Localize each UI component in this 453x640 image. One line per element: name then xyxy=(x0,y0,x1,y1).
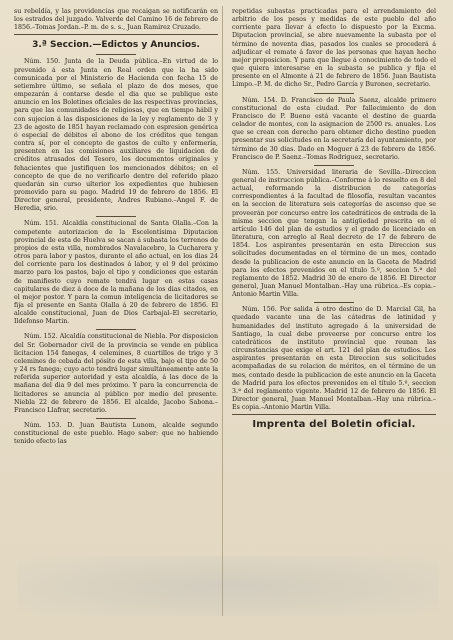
column-divider xyxy=(222,6,223,616)
left-column xyxy=(14,8,218,449)
notice-154: Núm. 154. D. Francisco de Paula Saenz, alcalde primero constitucional de esta ciudad. Por fallecimiento de don Francisco de P. Bueno está vacante el destino de guarda celador de montes, con la asignacion de 2500 rs. anuales. Los que se crean con derecho para obtener dicho destino pueden presentar sus solicitudes en la secretaría del ayuntamiento, por término de 30 dias. Dado en Moguer á 23 de febrero de 1856. Francisco de P. Saenz.–Tomas Rodriguez, secretario. xyxy=(232,96,437,161)
section-rule xyxy=(14,34,218,35)
notice-155: Núm. 155. Universidad literaria de Sevilla.–Direccion general de instruccion pública.–Conforme á lo resuelto en 8 del actual, reformando la distribucion de categorías correspondientes á la facultad de filosofía, resultan vacantes en la seccion de literatura seis categorías de ascenso que se proveerán por concurso entre los catedráticos de entrada de la misma seccion que tengan la antigüedad prescrita en el artículo 146 del plan de estudios y el grado de licenciado en literatura, con arreglo al Real decreto de 17 de febrero de 1854. Los aspirantes presentarán en esta Direccion sus solicitudes documentadas en el término de un mes, contado desde la publicacion de este anuncio en la Gaceta de Madrid para los efectos prevenidos en el título 5.º, seccion 5.ª del reglamento de 1852. Madrid 30 de enero de 1856. El Director general, Juan Manuel Montalban.–Hay una rúbrica.–Es copia.–Antonio Martin Villa. xyxy=(232,168,436,299)
notice-divider xyxy=(96,216,136,217)
imprint-line: Imprenta del Boletin oficial. xyxy=(252,419,416,431)
notice-divider xyxy=(314,302,354,303)
notice-divider xyxy=(96,329,136,330)
notice-divider xyxy=(314,165,354,166)
notice-150: Núm. 150. Junta de la Deuda pública.–En virtud de lo prevenido á esta Junta en Real orden que la ha sido comunicada por el Ministerio de Hacienda con fecha 15 de setiembre último, se señala el plazo de dos meses, que empezarán á contarse desde el dia que se publique este anuncio en los Boletines oficiales de las respectivas provincias, para que las comunidades de religiosas, que en tiempo hábil y con sujecion á las disposiciones de la ley y reglamento de 3 y 23 de agosto de 1851 hayan reclamado con espresion genérica ó especial de débitos el abono de los créditos que tengan contra sí, por el concepto de gastos de culto y enfermería, presenten en las comisiones auxiliares de liquidacion de créditos atrasados del Tesoro, los documentos originales y fehacientes que justifiquen los mencionados débitos; en el concepto de que de no verificarlo dentro del referido plazo quedarán sin curso ulterior los expedientes que hubiesen promovido para su pago. Madrid 19 de febrero de 1856. El Director general, presidente, Andres Rubiano.–Angel F. de Heredia, srio. xyxy=(14,58,218,213)
intro-paragraph: su rebeldía, y las providencias que recaigan se notificarán en los estrados del juzgado. Valverde del Camino 16 de febrero de 1856.–Tomas Jordan.–P. m. de s. s., Juan Ramirez Cruzado. xyxy=(14,8,218,32)
notice-151: Núm. 151. Alcaldía constitucional de Santa Olalla.–Con la competente autorizacion de la Escelentísima Diputacion provincial de esta de Huelva se sacan á subasta los terrenos de propios de esta villa, nombrados Navalacebro, la Cucharera y otros para labor y pastos, durante el año actual, en los dias 24 del corriente para los destinados á labor, y el 9 del próximo marzo para los pastos, bajo el tipo y condiciones que estarán de manifiesto cuyo remate tendrá lugar en estas casas capitulares de diez á doce de la mañana de los dias citados, en el mejor postor. Y para la comun inteligencia de licitadores se fija el presente en Santa Olalla á 20 de febrero de 1856. El alcalde constitucional, Juan de Dios Carbajal–El secretario, Ildefonso Martin. xyxy=(14,220,218,326)
notice-divider xyxy=(314,93,354,94)
right-column xyxy=(232,8,436,430)
notice-152: Núm. 152. Alcaldía constitucional de Niebla. Por disposicion del Sr. Gobernador civil de la provincia se vende en pública licitacion 154 fanegas, 4 celemines, 8 cuartillos de trigo y 3 celemines de cebada del pósito de esta villa, bajo el tipo de 50 y 24 rs fanega; cuyo acto tendrá lugar simultáneamente ante la referida superior autoridad y esta alcaldía, á las doce de la mañana del dia 9 del mes próximo. Y para la concurrencia de licitadores se anuncia al público por medio del presente. Niebla 22 de febrero de 1856. El alcalde, Jacobo Sabona.–Francisco Llafrar, secretario. xyxy=(14,333,218,414)
notice-divider xyxy=(96,418,136,419)
notice-156: Núm. 156. Por salida á otro destino de D. Marcial Gil, ha quedado vacante una de las cátedras de latinidad y humanidades del instituto agregado á la universidad de Santiago, la cual debe proveerse por concurso entre los catedráticos de instituto provincial que reunan las circunstancias que exige el art. 121 del plan de estudios. Los aspirantes presentarán en esta Direccion sus solicitudes acompañadas de su relacion de méritos, en el término de un mes, contado desde la publicacion de este anuncio en la Gaceta de Madrid para los efectos prevenidos en el título 5.º, seccion 3.ª del reglamento vigente. Madrid 12 de febrero de 1856. El Director general, Juan Manuel Montalban.–Hay una rúbrica.–Es copia.–Antonio Martin Villa. xyxy=(232,306,436,412)
imprint-rule xyxy=(232,414,436,415)
paper-stain xyxy=(18,556,438,616)
section-title: 3.ª Seccion.—Edictos y Anuncios. xyxy=(32,40,200,51)
notice-153: Núm. 153. D. Juan Bautista Lunom, alcalde segundo constitucional de este pueblo. Hago saber: que no habiendo tenido efecto las xyxy=(14,422,218,446)
section-divider xyxy=(96,54,136,55)
notice-153-continued: repetidas subastas practicadas para el arrendamiento del arbitrio de los pesos y medidas de este pueblo del año corriente para llevar á efecto lo dispuesto por la Excma. Diputacion provincial, se abre nuevamente la subasta por el término de noventa dias, pasados los cuales se procederá á adjudicar el remate á favor de las personas que hayan hecho mejor proposicion. Y para que llegue á conocimiento de todo el que quiera interesarse en la subasta se publica y fija el presente en el Almonte á 21 de febrero de 1856. Juan Bautista Limpo.–P. M. de dicho Sr., Pedro García y Buroneo, secretario. xyxy=(232,8,436,89)
